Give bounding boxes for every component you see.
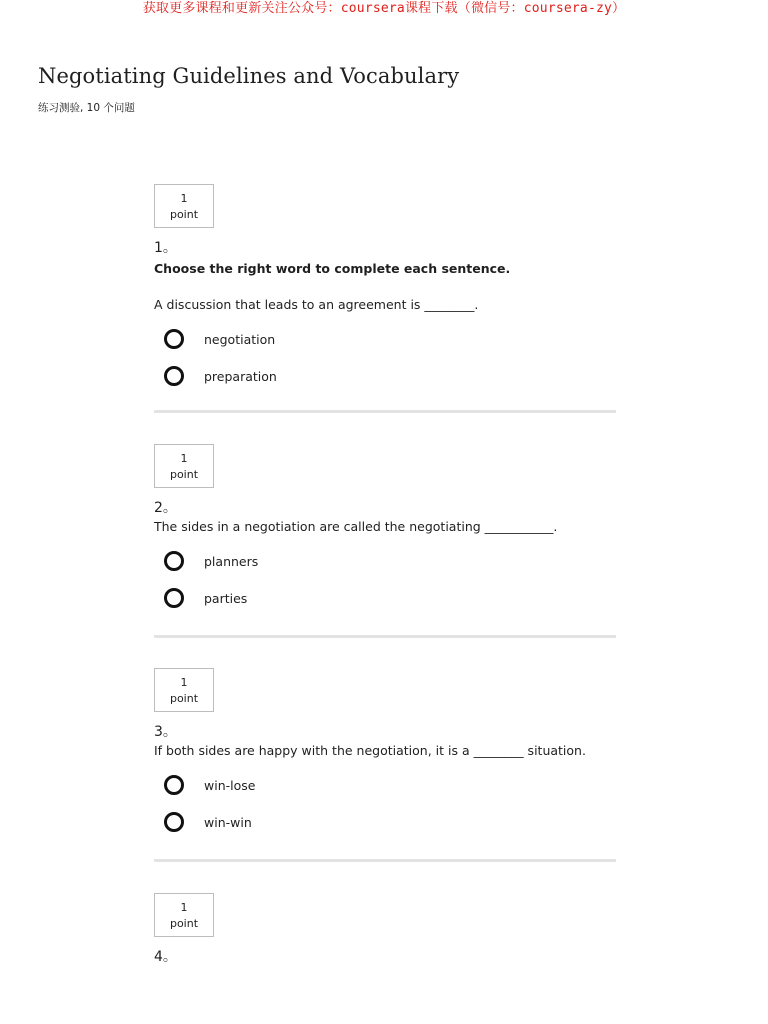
quiz-info: 练习测验, 10 个问题 xyxy=(38,102,135,114)
question-number: 2。 xyxy=(154,500,177,516)
question-1 xyxy=(154,184,616,386)
radio-button[interactable] xyxy=(164,329,184,349)
divider xyxy=(154,410,616,413)
points-unit: point xyxy=(169,692,199,705)
option-label: parties xyxy=(204,590,248,606)
page-title: Negotiating Guidelines and Vocabulary xyxy=(38,64,460,88)
question-2 xyxy=(154,444,616,608)
points-unit: point xyxy=(169,208,199,221)
points-box xyxy=(154,444,214,488)
option-label: win-win xyxy=(204,814,252,830)
question-3 xyxy=(154,668,616,832)
option-preparation[interactable] xyxy=(154,366,616,386)
points-value: 1 xyxy=(180,676,188,689)
points-value: 1 xyxy=(180,901,188,914)
radio-button[interactable] xyxy=(164,551,184,571)
question-text: If both sides are happy with the negotiation, it is a ________ situation. xyxy=(154,743,586,758)
divider xyxy=(154,859,616,862)
option-planners[interactable] xyxy=(154,551,616,571)
question-text: The sides in a negotiation are called the negotiating ___________. xyxy=(154,519,558,534)
option-label: preparation xyxy=(204,368,277,384)
radio-button[interactable] xyxy=(164,366,184,386)
option-label: win-lose xyxy=(204,777,256,793)
option-win-lose[interactable] xyxy=(154,775,616,795)
option-parties[interactable] xyxy=(154,588,616,608)
radio-button[interactable] xyxy=(164,588,184,608)
question-number: 4。 xyxy=(154,949,177,965)
points-value: 1 xyxy=(180,452,188,465)
question-number: 1。 xyxy=(154,240,177,256)
option-negotiation[interactable] xyxy=(154,329,616,349)
question-number: 3。 xyxy=(154,724,177,740)
option-label: planners xyxy=(204,553,259,569)
radio-button[interactable] xyxy=(164,775,184,795)
radio-button[interactable] xyxy=(164,812,184,832)
option-label: negotiation xyxy=(204,331,276,347)
points-box xyxy=(154,893,214,937)
points-unit: point xyxy=(169,468,199,481)
question-text: A discussion that leads to an agreement is ________. xyxy=(154,297,479,312)
points-value: 1 xyxy=(180,192,188,205)
promo-banner: 获取更多课程和更新关注公众号：coursera课程下载（微信号：coursera-zy） xyxy=(142,1,626,16)
question-4 xyxy=(154,893,616,965)
points-unit: point xyxy=(169,917,199,930)
option-win-win[interactable] xyxy=(154,812,616,832)
points-box xyxy=(154,184,214,228)
divider xyxy=(154,635,616,638)
question-instruction: Choose the right word to complete each sentence. xyxy=(154,261,511,276)
points-box xyxy=(154,668,214,712)
